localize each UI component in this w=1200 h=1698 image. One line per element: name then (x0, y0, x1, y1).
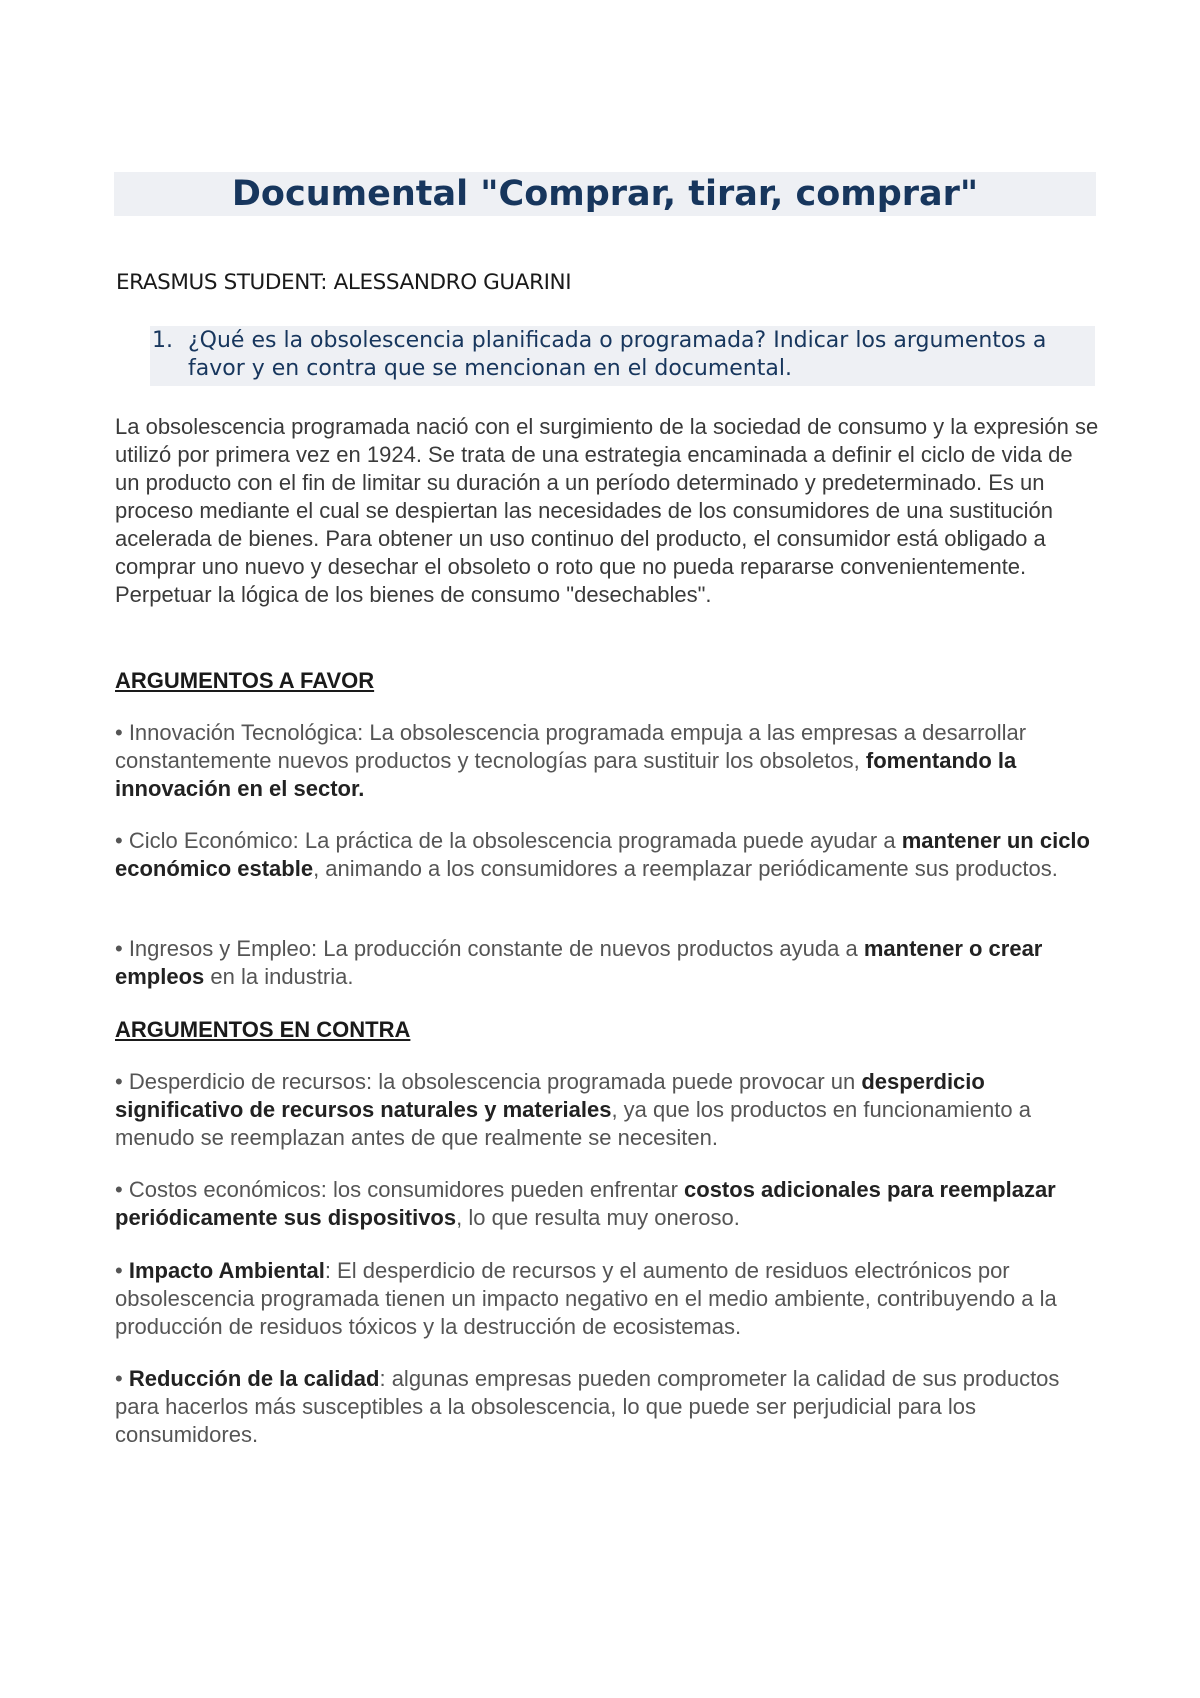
student-name: ERASMUS STUDENT: ALESSANDRO GUARINI (116, 270, 572, 295)
contra-item-calidad-text: • (115, 1366, 129, 1391)
contra-item-impacto-text: • (115, 1258, 129, 1283)
favor-item-innovacion-text: • Innovación Tecnológica: La obsolescencia programada empuja a las empresas a desarrollar constantemente nuevos productos y tecnologías para sustituir los obsoletos, (115, 720, 1027, 773)
favor-item-ciclo-emphasis: mantener un ciclo económico estable (115, 828, 1090, 881)
question-number: 1. (152, 328, 173, 353)
favor-item-ciclo (115, 827, 1100, 883)
favor-item-ciclo-tail: , animando a los consumidores a reemplazar periódicamente sus productos. (313, 856, 1058, 881)
contra-item-calidad-emphasis: Reducción de la calidad (128, 1366, 380, 1391)
contra-item-calidad (115, 1365, 1100, 1449)
contra-item-costos-emphasis: costos adicionales para reemplazar periódicamente sus dispositivos (115, 1177, 1056, 1230)
favor-item-ciclo-text: • Ciclo Económico: La práctica de la obsolescencia programada puede ayudar a (115, 828, 902, 853)
contra-item-impacto (115, 1257, 1100, 1341)
contra-item-desperdicio (115, 1068, 1100, 1152)
contra-item-desperdicio-text: • Desperdicio de recursos: la obsolescencia programada puede provocar un (115, 1069, 862, 1094)
favor-item-empleo-text: • Ingresos y Empleo: La producción constante de nuevos productos ayuda a (115, 936, 864, 961)
favor-heading: ARGUMENTOS A FAVOR (115, 668, 375, 693)
favor-item-innovacion-emphasis: fomentando la innovación en el sector. (115, 748, 1017, 801)
contra-item-desperdicio-emphasis: desperdicio significativo de recursos naturales y materiales (115, 1069, 985, 1122)
contra-item-impacto-emphasis: Impacto Ambiental (128, 1258, 325, 1283)
contra-item-impacto-tail: : El desperdicio de recursos y el aumento de residuos electrónicos por obsolescencia programada tienen un impacto negativo en el medio ambiente, contribuyendo a la producción de residuos tóxicos y la destrucción de ecosistemas. (115, 1258, 1057, 1339)
contra-heading: ARGUMENTOS EN CONTRA (115, 1017, 411, 1042)
intro-paragraph: La obsolescencia programada nació con el surgimiento de la sociedad de consumo y la expresión se utilizó por primera vez en 1924. Se trata de una estrategia encaminada a definir el ciclo de vida de un producto con el fin de limitar su duración a un período determinado y predeterminado. Es un proceso mediante el cual se despiertan las necesidades de los consumidores de una sustitución acelerada de bienes. Para obtener un uso continuo del producto, el consumidor está obligado a comprar uno nuevo y desechar el obsoleto o roto que no pueda repararse convenientemente. Perpetuar la lógica de los bienes de consumo "desechables". (115, 414, 1099, 607)
contra-item-desperdicio-tail: , ya que los productos en funcionamiento a menudo se reemplazan antes de que realmente se necesiten. (115, 1097, 1031, 1150)
contra-item-costos-text: • Costos económicos: los consumidores pueden enfrentar (115, 1177, 685, 1202)
favor-item-empleo (115, 935, 1100, 991)
contra-item-calidad-tail: : algunas empresas pueden comprometer la calidad de sus productos para hacerlos más susceptibles a la obsolescencia, lo que puede ser perjudicial para los consumidores. (115, 1366, 1060, 1447)
contra-item-costos-tail: , lo que resulta muy oneroso. (456, 1205, 740, 1230)
favor-item-empleo-tail: en la industria. (204, 964, 354, 989)
contra-item-costos (115, 1176, 1100, 1232)
document-title: Documental "Comprar, tirar, comprar" (231, 174, 979, 214)
question-text: ¿Qué es la obsolescencia planificada o programada? Indicar los argumentos a favor y en contra que se mencionan en el documental. (188, 328, 1047, 381)
favor-item-empleo-emphasis: mantener o crear empleos (115, 936, 1043, 989)
favor-item-innovacion (115, 719, 1100, 803)
